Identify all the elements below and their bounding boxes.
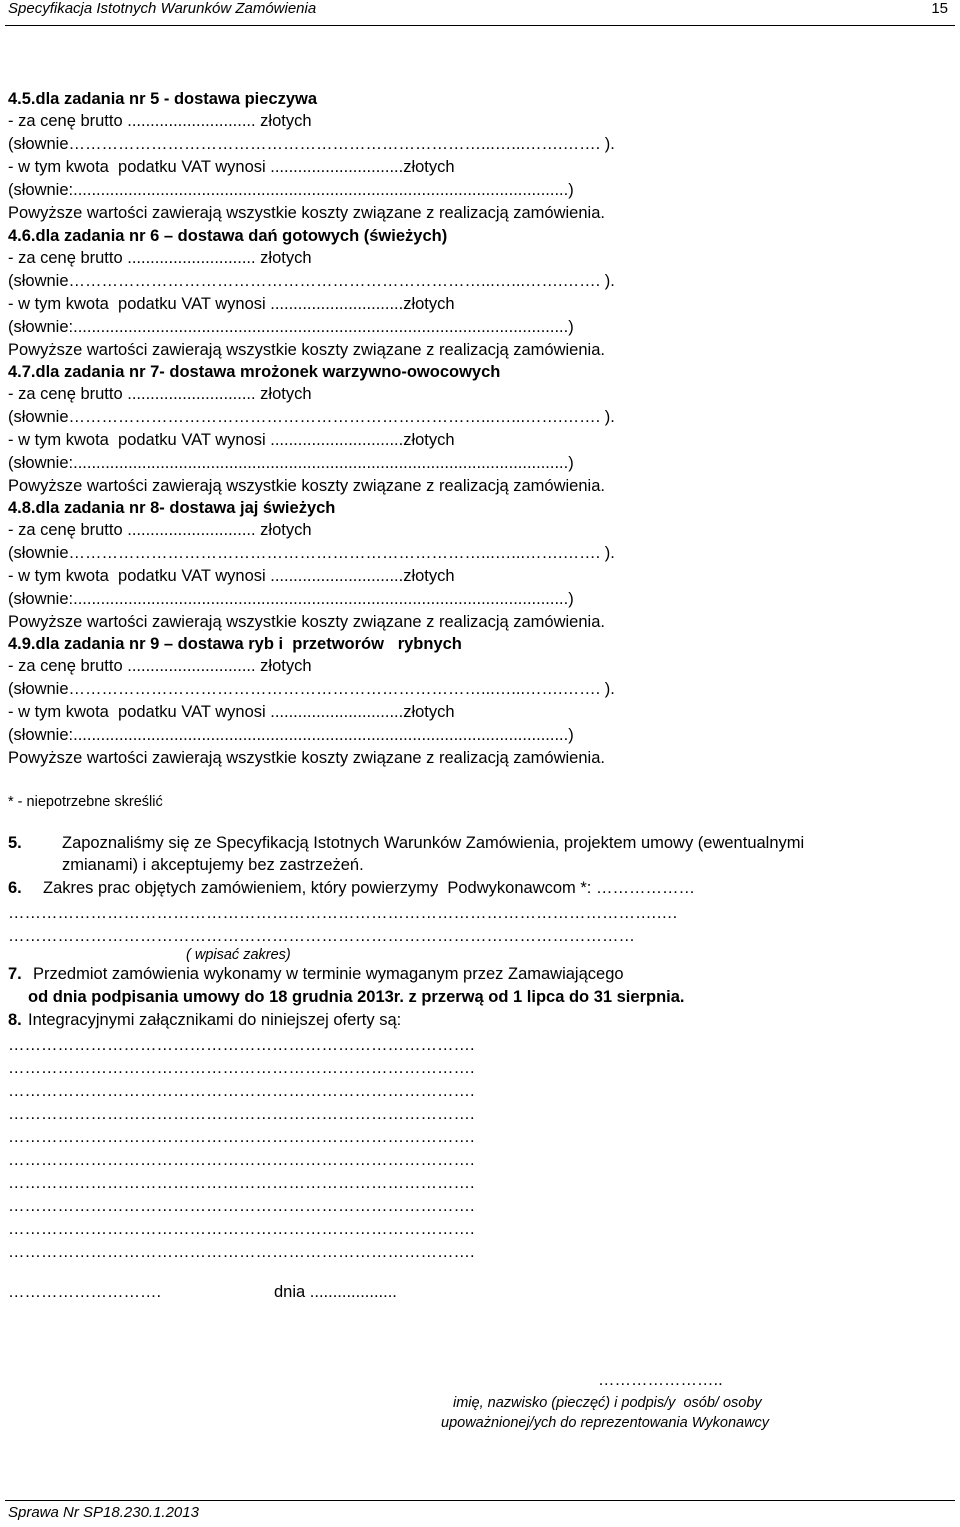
deadline-text: od dnia podpisania umowy do 18 grudnia 2013r. z przerwą od 1 lipca do 31 sierpnia. [28,988,685,1006]
item-7-number: 7. [8,965,22,983]
cost-note: Powyższe wartości zawierają wszystkie koszty związane z realizacją zamówienia. [8,204,605,222]
vat-line: - w tym kwota podatku VAT wynosi .............................złotych [8,703,455,721]
item-6-number: 6. [8,879,22,897]
gross-price-line: - za cenę brutto ............................ złotych [8,112,312,130]
page-header [0,0,960,28]
vat-in-words-line: (słownie:............................................................................................................) [8,318,574,336]
in-words-line: (słownie…………………………………………………………………...…...…….……. ). [8,680,615,698]
attachment-line[interactable]: …………………………………………………………………………. [8,1036,475,1054]
in-words-line: (słownie…………………………………………………………………...…...…….……. ). [8,544,615,562]
section-heading-4-9: 4.9.dla zadania nr 9 – dostawa ryb i przetworów rybnych [8,635,462,653]
place-field[interactable]: ………………………. [8,1283,162,1301]
vat-in-words-line: (słownie:............................................................................................................) [8,181,574,199]
attachment-line[interactable]: …………………………………………………………………………. [8,1174,475,1192]
attachment-line[interactable]: …………………………………………………………………………. [8,1082,475,1100]
vat-in-words-line: (słownie:............................................................................................................) [8,726,574,744]
date-field[interactable]: dnia ................... [274,1283,397,1301]
header-rule [5,25,955,26]
item-6-text: Zakres prac objętych zamówieniem, który powierzymy Podwykonawcom *: ……………… [43,879,695,897]
signature-line[interactable]: ………………….. [598,1371,723,1389]
attachment-line[interactable]: …………………………………………………………………………. [8,1220,475,1238]
attachment-line[interactable]: …………………………………………………………………………. [8,1059,475,1077]
footer-rule [5,1500,955,1501]
gross-price-line: - za cenę brutto ............................ złotych [8,385,312,403]
gross-price-line: - za cenę brutto ............................ złotych [8,249,312,267]
signature-caption-cont: upoważnionej/ych do reprezentowania Wykonawcy [441,1415,770,1431]
cost-note: Powyższe wartości zawierają wszystkie koszty związane z realizacją zamówienia. [8,477,605,495]
in-words-line: (słownie…………………………………………………………………...…...…….……. ). [8,272,615,290]
item-7-text: Przedmiot zamówienia wykonamy w terminie wymaganym przez Zamawiającego [33,965,624,983]
item-5-text-cont: zmianami) i akceptujemy bez zastrzeżeń. [62,856,364,874]
attachment-line[interactable]: …………………………………………………………………………. [8,1197,475,1215]
vat-line: - w tym kwota podatku VAT wynosi .............................złotych [8,431,455,449]
subcontract-scope-field[interactable]: …………………………………………………………………………………………………… [8,927,635,945]
attachment-line[interactable]: …………………………………………………………………………. [8,1151,475,1169]
item-5-text: Zapoznaliśmy się ze Specyfikacją Istotnych Warunków Zamówienia, projektem umowy (ewentualnymi [62,834,805,852]
in-words-line: (słownie…………………………………………………………………...…...…….……. ). [8,135,615,153]
vat-line: - w tym kwota podatku VAT wynosi .............................złotych [8,158,455,176]
attachment-line[interactable]: …………………………………………………………………………. [8,1243,475,1261]
in-words-line: (słownie…………………………………………………………………...…...…….……. ). [8,408,615,426]
document-title: Specyfikacja Istotnych Warunków Zamówienia [8,0,317,17]
gross-price-line: - za cenę brutto ............................ złotych [8,657,312,675]
vat-in-words-line: (słownie:............................................................................................................) [8,590,574,608]
item-5-number: 5. [8,834,22,852]
attachment-line[interactable]: …………………………………………………………………………. [8,1128,475,1146]
subcontract-scope-field[interactable]: ……………………………………………………………………………………………………….…. [8,904,678,922]
strike-out-note: * - niepotrzebne skreślić [8,794,163,810]
attachment-line[interactable]: …………………………………………………………………………. [8,1105,475,1123]
vat-line: - w tym kwota podatku VAT wynosi .............................złotych [8,567,455,585]
cost-note: Powyższe wartości zawierają wszystkie koszty związane z realizacją zamówienia. [8,341,605,359]
item-8-number: 8. [8,1011,22,1029]
section-heading-4-6: 4.6.dla zadania nr 6 – dostawa dań gotowych (świeżych) [8,227,448,245]
cost-note: Powyższe wartości zawierają wszystkie koszty związane z realizacją zamówienia. [8,749,605,767]
page-number: 15 [931,0,948,17]
signature-caption: imię, nazwisko (pieczęć) i podpis/y osób/ osoby [453,1395,762,1411]
section-heading-4-7: 4.7.dla zadania nr 7- dostawa mrożonek warzywno-owocowych [8,363,501,381]
section-heading-4-8: 4.8.dla zadania nr 8- dostawa jaj świeżych [8,499,336,517]
page-footer [0,1496,960,1527]
item-8-text: Integracyjnymi załącznikami do niniejszej oferty są: [28,1011,402,1029]
vat-in-words-line: (słownie:............................................................................................................) [8,454,574,472]
gross-price-line: - za cenę brutto ............................ złotych [8,521,312,539]
scope-hint: ( wpisać zakres) [186,947,291,963]
case-number: Sprawa Nr SP18.230.1.2013 [8,1504,199,1521]
vat-line: - w tym kwota podatku VAT wynosi .............................złotych [8,295,455,313]
section-heading-4-5: 4.5.dla zadania nr 5 - dostawa pieczywa [8,90,318,108]
cost-note: Powyższe wartości zawierają wszystkie koszty związane z realizacją zamówienia. [8,613,605,631]
